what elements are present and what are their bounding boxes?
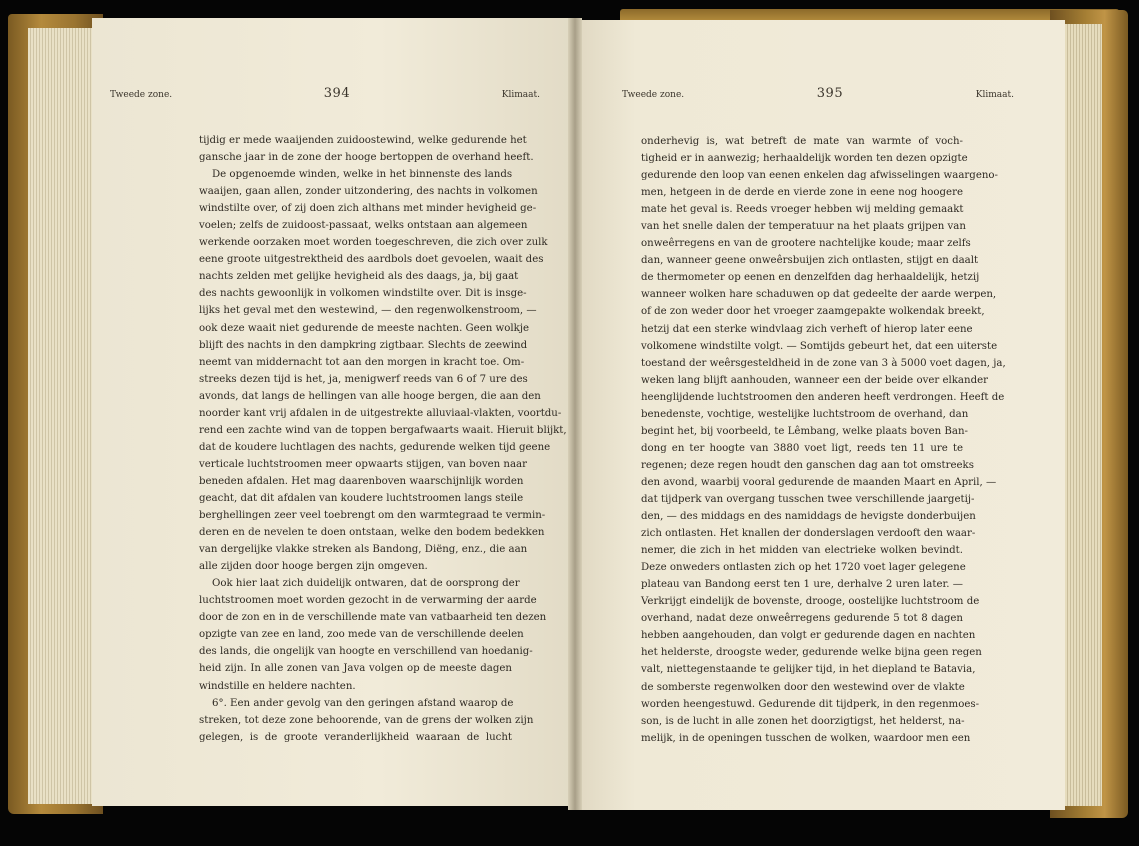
text-line: van het snelle dalen der temperatuur na het plaats grijpen van [641, 221, 966, 233]
page-edges-right [1062, 24, 1102, 806]
right-header-topic: Klimaat. [975, 90, 1014, 100]
right-page-number: 395 [816, 86, 844, 101]
text-line: plateau van Bandong eerst ten 1 ure, derhalve 2 uren later. — [641, 579, 963, 591]
text-line: dat tijdperk van overgang tusschen twee verschillende jaargetij- [641, 493, 975, 505]
text-line: onderhevig is, wat betreft de mate van warmte of voch- [641, 136, 963, 147]
text-line: neemt van middernacht tot aan den morgen in kracht toe. Om- [199, 356, 525, 368]
text-line: des lands, die ongelijk van hoogte en verschillend van hoedanig- [199, 646, 533, 658]
text-line: beneden afdalen. Het mag daarenboven waarschijnlijk worden [199, 475, 524, 487]
text-line: gedurende den loop van eenen enkelen dag afwisselingen waargeno- [641, 170, 998, 182]
right-page-header [622, 86, 1014, 101]
text-line: deren en de nevelen te doen ontstaan, welke den bodem bedekken [199, 527, 545, 539]
text-line: lijks het geval met den westewind, — den regenwolkenstroom, — [199, 305, 537, 317]
text-line: opzigte van zee en land, zoo mede van de verschillende deelen [199, 629, 524, 641]
text-line: gelegen, is de groote veranderlijkheid waaraan de lucht [199, 731, 512, 743]
text-line: heid zijn. In alle zonen van Java volgen op de meeste dagen [199, 663, 512, 675]
text-line: eene groote uitgestrektheid des aardbols doet gevoelen, waait des [199, 254, 544, 266]
text-line: hetzij dat een sterke windvlaag zich verheft of hierop later eene [641, 323, 973, 335]
left-page-header [110, 86, 540, 101]
text-line: berghellingen zeer veel toebrengt om den warmtegraad te vermin- [199, 510, 546, 522]
left-page-body [199, 132, 567, 746]
text-line: benedenste, vochtige, westelijke luchtstroom de overhand, dan [641, 408, 969, 420]
text-line: overhand, nadat deze onweêrregens gedurende 5 tot 8 dagen [641, 613, 963, 625]
text-line: regenen; deze regen houdt den ganschen dag aan tot omstreeks [641, 459, 974, 471]
book-gutter [568, 18, 582, 810]
text-line: het helderste, droogste weder, gedurende welke bijna geen regen [641, 647, 982, 659]
text-line: zich ontlasten. Het knallen der donderslagen verdooft den waar- [641, 528, 976, 540]
text-line: alle zijden door hooge bergen zijn omgeven. [199, 561, 428, 573]
text-line: den avond, waarbij vooral gedurende de maanden Maart en April, — [641, 476, 997, 488]
text-line: waaijen, gaan allen, zonder uitzondering, des nachts in volkomen [199, 186, 538, 198]
text-line: windstille en heldere nachten. [199, 680, 356, 692]
text-line: rend een zachte wind van de toppen bergafwaarts waait. Hieruit blijkt, [199, 424, 567, 436]
text-line: streken, tot deze zone behoorende, van de grens der wolken zijn [199, 714, 534, 726]
text-line: tigheid er in aanwezig; herhaaldelijk worden ten dezen opzigte [641, 153, 968, 165]
text-line: werkende oorzaken moet worden toegeschreven, die zich over zulk [199, 237, 548, 249]
text-line: de thermometer op eenen en denzelfden dag herhaaldelijk, hetzij [641, 272, 980, 284]
text-line: Verkrijgt eindelijk de bovenste, drooge, oostelijke luchtstroom de [641, 596, 980, 608]
text-line: des nachts gewoonlijk in volkomen windstilte over. Dit is insge- [199, 288, 527, 300]
text-line: luchtstroomen moet worden gezocht in de verwarming der aarde [199, 595, 537, 607]
text-line: voelen; zelfs de zuidoost-passaat, welks ontstaan aan algemeen [199, 220, 528, 232]
text-line: tijdig er mede waaijenden zuidoostewind, welke gedurende het [199, 135, 527, 146]
text-line: mate het geval is. Reeds vroeger hebben wij melding gemaakt [641, 204, 964, 216]
text-line: heenglijdende luchtstroomen den anderen heeft verdrongen. Heeft de [641, 391, 1005, 403]
text-line: windstilte over, of zij doen zich althans met minder hevigheid ge- [199, 203, 537, 215]
text-line: volkomene windstilte volgt. — Somtijds gebeurt het, dat een uiterste [641, 340, 998, 352]
text-line: ook deze waait niet gedurende de meeste nachten. Geen wolkje [199, 322, 530, 334]
text-line: toestand der weêrsgesteldheid in de zone van 3 à 5000 voet dagen, ja, [641, 357, 1006, 369]
right-header-section: Tweede zone. [622, 90, 685, 100]
text-line: hebben aangehouden, dan volgt er gedurende dagen en nachten [641, 630, 976, 642]
text-line: son, is de lucht in alle zonen het doorzigtigst, het helderst, na- [641, 715, 965, 727]
text-line: dan, wanneer geene onweêrsbuijen zich ontlasten, stijgt en daalt [641, 255, 979, 267]
text-line: nachts zelden met gelijke hevigheid als des daags, ja, bij gaat [199, 271, 519, 283]
text-line: De opgenoemde winden, welke in het binnenste des lands [212, 169, 513, 181]
text-line: of de zon weder door het vroeger zaamgepakte wolkendak breekt, [641, 306, 985, 318]
text-line: nemer, die zich in het midden van electrieke wolken bevindt. [641, 545, 963, 557]
text-line: begint het, bij voorbeeld, te Lêmbang, welke plaats boven Ban- [641, 425, 968, 437]
text-line: men, hetgeen in de derde en vierde zone in eene nog hoogere [641, 187, 963, 199]
text-line: geacht, dat dit afdalen van koudere luchtstroomen langs steile [199, 492, 524, 504]
text-line: noorder kant vrij afdalen in de uitgestrekte alluviaal-vlakten, voortdu- [199, 407, 562, 419]
text-line: verticale luchtstroomen meer opwaarts stijgen, van boven naar [199, 458, 527, 470]
text-line: wanneer wolken hare schaduwen op dat gedeelte der aarde werpen, [641, 289, 997, 301]
text-line: valt, niettegenstaande te gelijker tijd, in het diepland te Batavia, [641, 664, 976, 676]
text-line: door de zon en in de verschillende mate van vatbaarheid ten dezen [199, 612, 547, 624]
text-line: van dergelijke vlakke streken als Bandong, Diëng, enz., die aan [199, 544, 528, 556]
text-line: streeks dezen tijd is het, ja, menigwerf reeds van 6 of 7 ure des [199, 373, 528, 385]
text-line: 6°. Een ander gevolg van den geringen afstand waarop de [212, 697, 514, 709]
text-line: onweêrregens en van de grootere nachtelijke koude; maar zelfs [641, 238, 971, 250]
text-line: weken lang blijft aanhouden, wanneer een der beide over elkander [641, 374, 988, 386]
left-header-topic: Klimaat. [501, 90, 540, 100]
left-header-section: Tweede zone. [110, 90, 173, 100]
text-line: avonds, dat langs de hellingen van alle hooge bergen, die aan den [199, 390, 541, 402]
text-line: gansche jaar in de zone der hooge bertoppen de overhand heeft. [199, 152, 534, 164]
right-page-body [641, 133, 1006, 747]
text-line: worden heengestuwd. Gedurende dit tijdperk, in den regenmoes- [641, 698, 980, 710]
text-line: blijft des nachts in den dampkring zigtbaar. Slechts de zeewind [199, 339, 528, 351]
text-line: den, — des middags en des namiddags de hevigste donderbuijen [641, 511, 976, 523]
text-line: Deze onweders ontlasten zich op het 1720 voet lager gelegene [641, 562, 966, 574]
page-edges-left [28, 28, 94, 804]
text-line: dong en ter hoogte van 3880 voet ligt, reeds ten 11 ure te [641, 442, 963, 454]
text-line: de somberste regenwolken door den westewind over de vlakte [641, 681, 965, 693]
text-line: melijk, in de openingen tusschen de wolken, waardoor men een [641, 732, 971, 744]
text-line: dat de koudere luchtlagen des nachts, gedurende welken tijd geene [199, 441, 551, 453]
left-page-number: 394 [323, 86, 351, 101]
text-line: Ook hier laat zich duidelijk ontwaren, dat de oorsprong der [212, 578, 520, 590]
